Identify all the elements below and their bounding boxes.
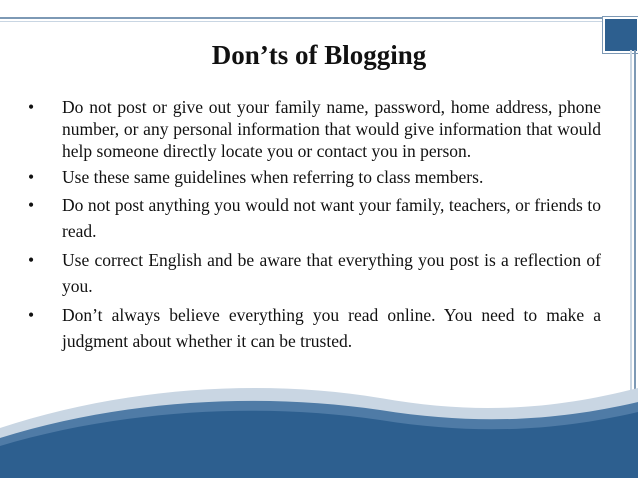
bullet-list [28,96,601,357]
bullet-text: Do not post or give out your family name, password, home address, phone number, or any personal information that would give information that would help someone directly locate you or contact you in person. [62,97,601,161]
bullet-item [28,96,601,162]
bullet-item [28,302,601,354]
bullet-item [28,166,601,188]
right-border-line [634,50,636,410]
bullet-text: Don’t always believe everything you read online. You need to make a judgment about whether it can be trusted. [62,305,601,351]
bullet-dot: • [28,250,35,270]
bullet-dot: • [28,305,35,325]
right-border-line-light [630,50,632,410]
bullet-item [28,192,601,244]
bullet-text: Use these same guidelines when referring to class members. [62,167,484,187]
bullet-text: Do not post anything you would not want your family, teachers, or friends to read. [62,195,601,241]
bullet-item [28,247,601,299]
slide-title: Don’ts of Blogging [211,40,427,70]
bottom-wave-decoration [0,368,638,478]
top-border-line-thin [0,21,610,22]
bullet-dot: • [28,167,35,187]
bullet-dot: • [28,195,35,215]
bullet-dot: • [28,97,35,117]
bullet-text: Use correct English and be aware that everything you post is a reflection of you. [62,250,601,296]
top-border-line [0,17,610,19]
